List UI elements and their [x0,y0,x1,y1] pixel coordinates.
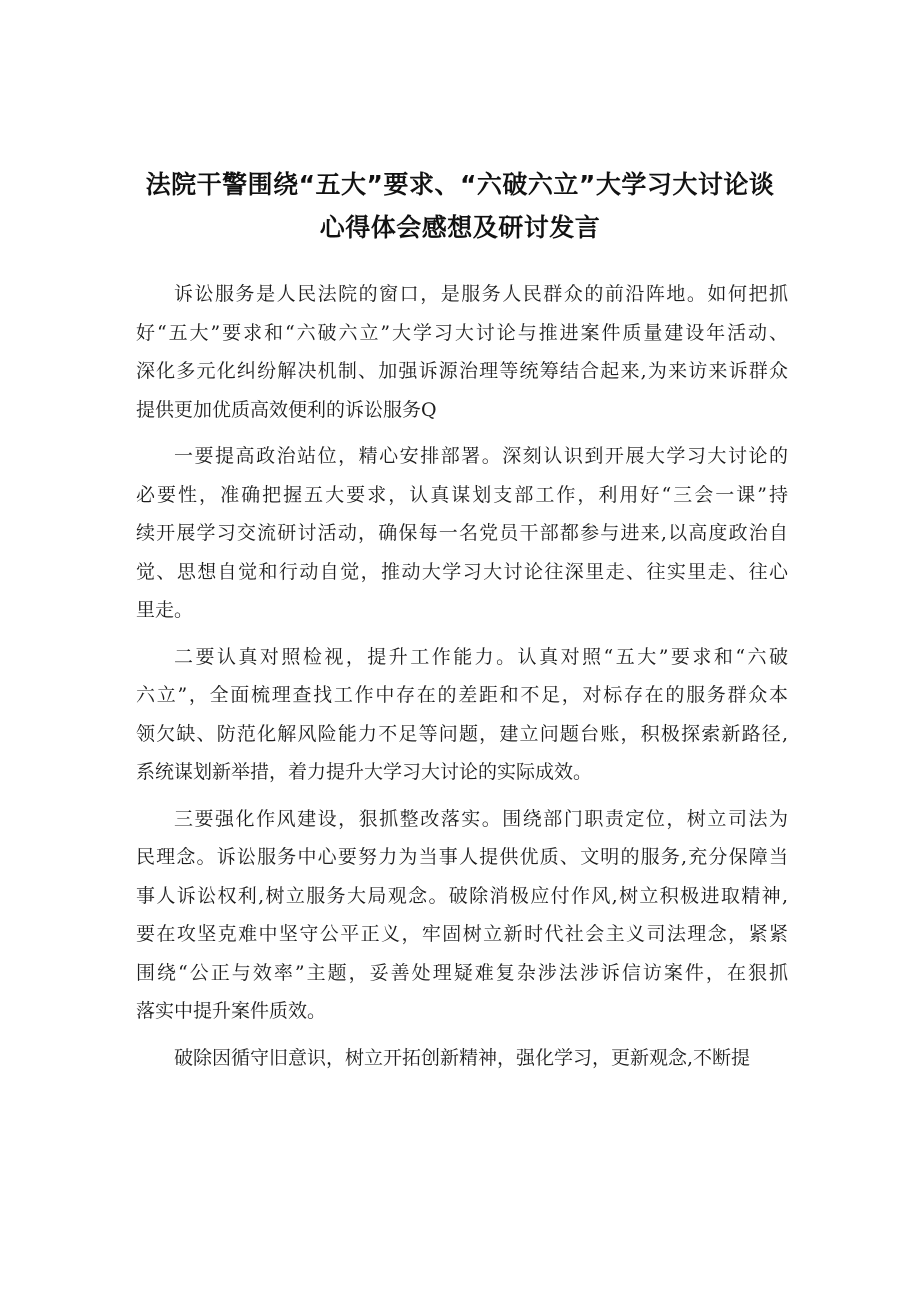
text-line: 续开展学习交流研讨活动，确保每一名党员干部都参与进来,以高度政治自 [136,522,788,544]
paragraph-continuation [136,1039,788,1078]
text-line: 要在攻坚克难中坚守公平正义，牢固树立新时代社会主义司法理念，紧紧 [136,923,788,945]
paragraph-point-2 [136,638,788,792]
text-line: 里走。 [136,599,194,621]
text-line: 觉、思想自觉和行动自觉，推动大学习大讨论往深里走、往实里走、往心 [136,560,788,583]
text-line: 围绕“公正与效率”主题，妥善处理疑难复杂涉法涉诉信访案件，在狠抓 [136,961,788,984]
paragraph-point-3 [136,800,788,1031]
text-line: 深化多元化纠纷解决机制、加强诉源治理等统筹结合起来,为来访来诉群众 [136,360,788,382]
document-title-line-2: 心得体会感想及研讨发言 [319,213,601,242]
text-line: 领欠缺、防范化解风险能力不足等问题，建立问题台账，积极探索新路径, [136,722,788,745]
text-line: 落实中提升案件质效。 [136,1000,327,1022]
text-line: 二要认真对照检视，提升工作能力。认真对照“五大”要求和“六破 [174,645,788,668]
text-line: 一要提高政治站位，精心安排部署。深刻认识到开展大学习大讨论的 [174,445,788,467]
text-line: 民理念。诉讼服务中心要努力为当事人提供优质、文明的服务,充分保障当 [136,846,788,868]
text-line: 六立”，全面梳理查找工作中存在的差距和不足，对标存在的服务群众本 [136,684,788,706]
document-body [136,275,788,1085]
text-line: 诉讼服务是人民法院的窗口，是服务人民群众的前沿阵地。如何把抓 [174,283,788,305]
text-line: 事人诉讼权利,树立服务大局观念。破除消极应付作风,树立积极进取精神, [136,884,788,907]
text-line: 三要强化作风建设，狠抓整改落实。围绕部门职责定位，树立司法为 [174,807,788,830]
text-line: 破除因循守旧意识，树立开拓创新精神，强化学习，更新观念,不断提 [174,1046,751,1069]
text-line: 系统谋划新举措，着力提升大学习大讨论的实际成效。 [136,761,593,783]
paragraph-intro [136,275,788,429]
paragraph-point-1 [136,437,788,630]
text-line: 好“五大”要求和“六破六立”大学习大讨论与推进案件质量建设年活动、 [136,321,788,344]
text-line: 必要性，准确把握五大要求，认真谋划支部工作，利用好“三会一课”持 [136,483,788,506]
text-line: 提供更加优质高效便利的诉讼服务Q [136,398,437,421]
document-title-line-1: 法院干警围绕“五大”要求、“六破六立”大学习大讨论谈 [145,170,775,199]
